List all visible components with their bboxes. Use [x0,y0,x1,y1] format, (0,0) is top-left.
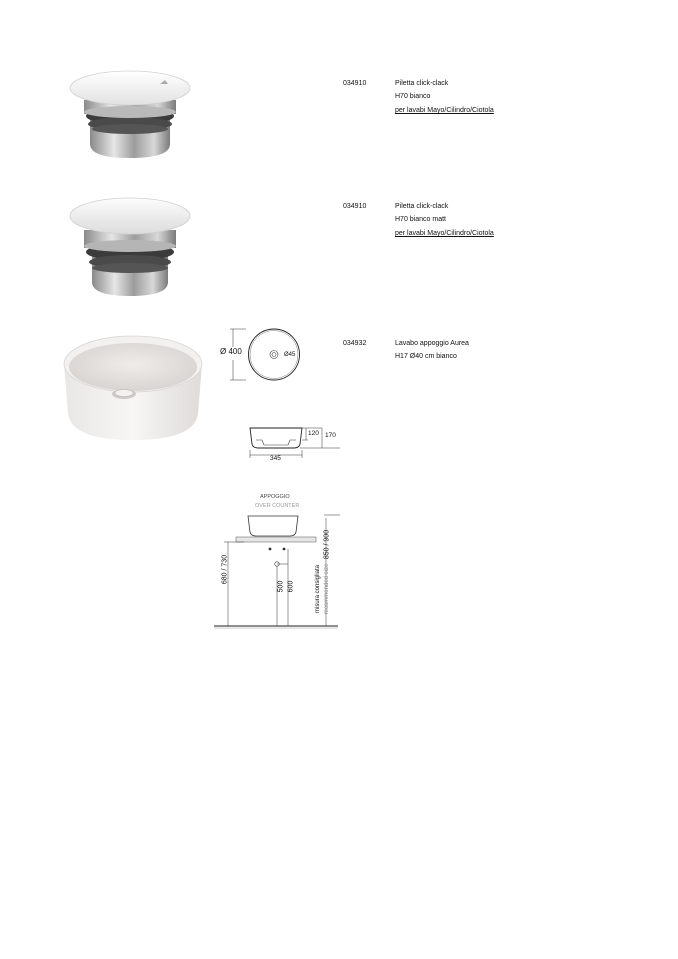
product-name: Piletta click-clack [395,203,449,210]
install-subtitle: OVER COUNTER [255,503,300,509]
top-view-svg [216,326,316,386]
side-view-total-height: 170 [325,432,336,439]
basin-top-view-drawing [216,326,316,386]
product-code: 034910 [343,80,367,87]
recommended-size-it-label: misura consigliata [315,564,321,614]
product-image-piletta-bianco [60,66,200,166]
product-image-lavabo-aurea [58,322,208,444]
side-view-width: 345 [270,455,281,462]
side-view-inner-height: 120 [308,430,319,437]
product-code: 034932 [343,340,367,347]
product-image-piletta-bianco-matt [60,192,200,302]
recommended-size-en-label: recommended size [324,563,330,615]
top-view-drain-label: Ø45 [284,352,296,358]
product-name: Piletta click-clack [395,80,449,87]
side-view-svg [244,420,344,466]
product-compatibility-note: per lavabi Mayo/Cilindro/Ciotola [395,230,494,237]
counter-height-label: 680 / 730 [221,554,229,585]
supply-height-label: 600 [287,580,295,593]
product-spec: H17 Ø40 cm bianco [395,353,457,360]
top-view-diameter-label: Ø 400 [220,347,242,356]
product-spec: H70 bianco matt [395,216,446,223]
drain-illustration [60,66,200,166]
product-compatibility-note: per lavabi Mayo/Cilindro/Ciotola [395,107,494,114]
install-title: APPOGGIO [260,494,290,500]
total-height-label: 850 / 900 [323,529,331,560]
product-code: 034910 [343,203,367,210]
product-spec: H70 bianco [395,93,431,100]
drain-illustration [60,192,200,302]
product-name: Lavabo appoggio Aurea [395,340,469,347]
basin-side-view-drawing [244,420,344,466]
basin-illustration [58,322,208,444]
drain-height-label: 500 [277,580,285,593]
